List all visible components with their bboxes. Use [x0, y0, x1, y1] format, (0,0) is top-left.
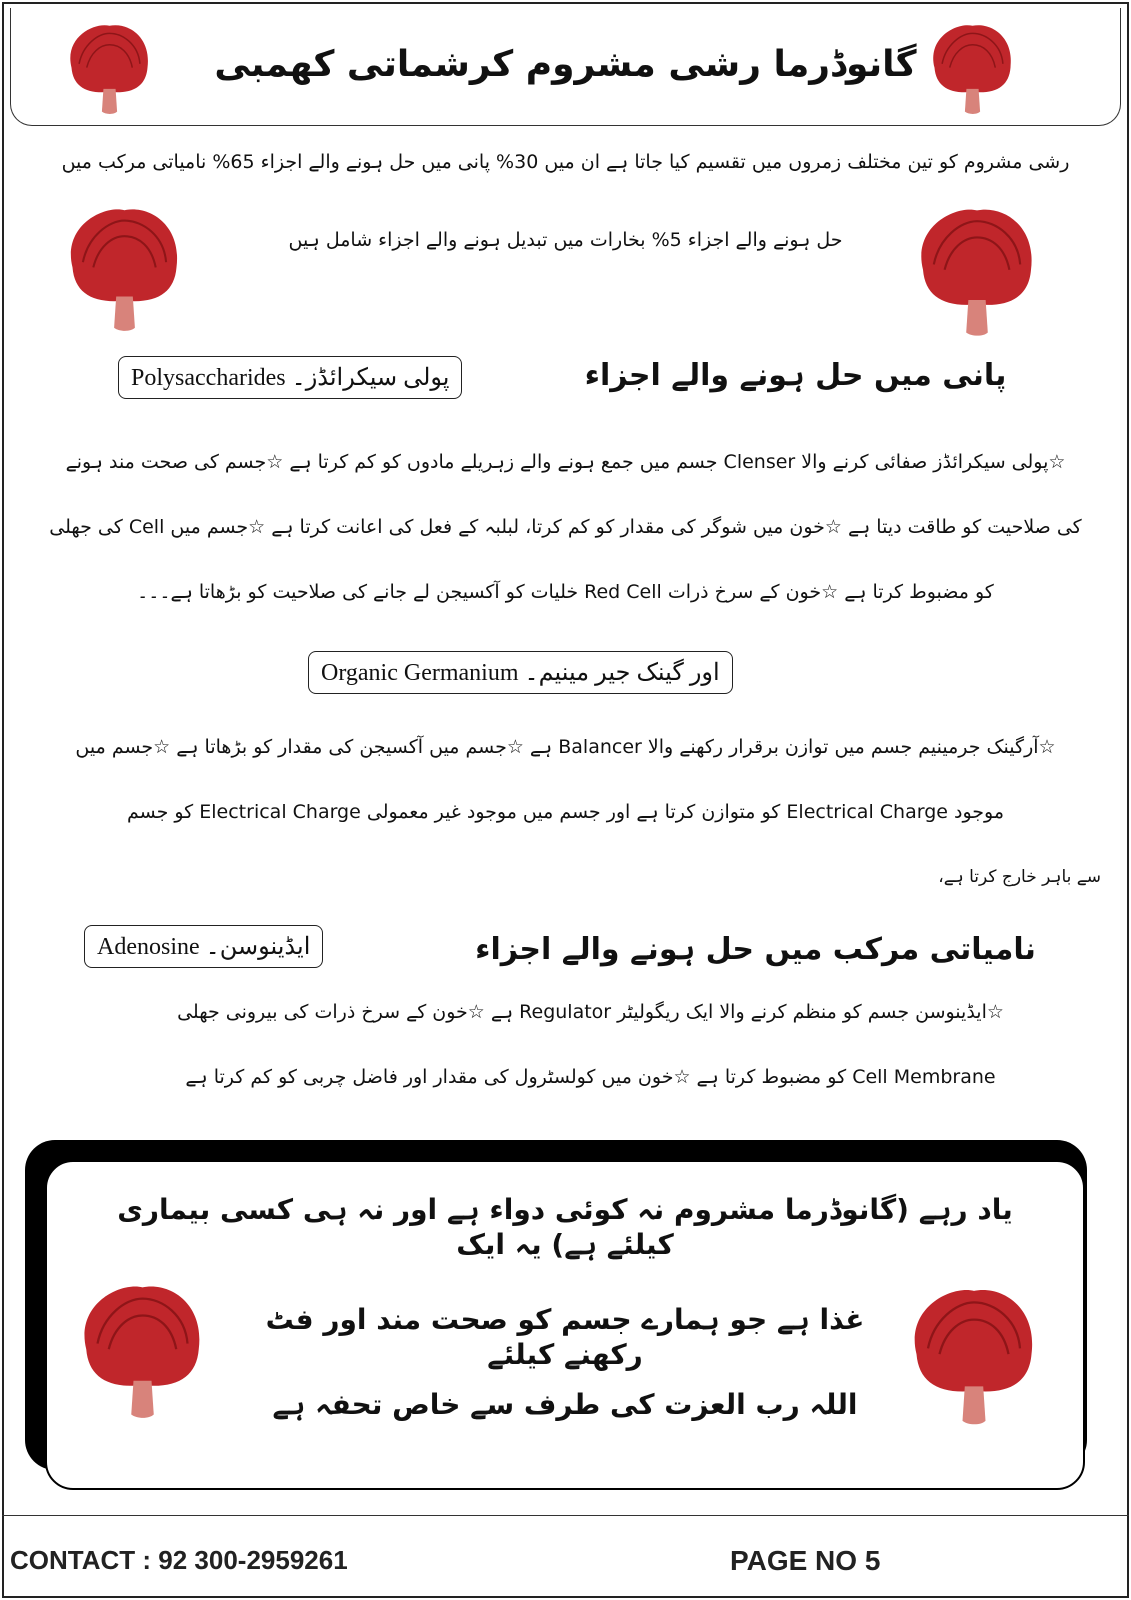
note-line: یاد رہے (گانوڈرما مشروم نہ کوئی دواء ہے اور نہ ہی کسی بیماری کیلئے ہے) یہ ایک	[117, 1193, 1013, 1261]
mushroom-image	[905, 1282, 1043, 1432]
mushroom-image	[912, 205, 1042, 340]
term-tag: اور گینک جیر مینیم۔ Organic Germanium	[308, 651, 733, 694]
page-title: گانوڈرما رشی مشروم کرشماتی کھمبی	[214, 44, 917, 85]
paragraph-line: ☆آرگینک جرمینیم جسم میں توازن برقرار رکھنے والا Balancer ہے ☆جسم میں آکسیجن کی مقدار کو بڑھاتا ہے ☆جسم میں	[75, 736, 1056, 758]
term-tag: ایڈینوسن۔ Adenosine	[84, 925, 323, 968]
term-tag: پولی سیکرائڈز۔ Polysaccharides	[118, 356, 462, 399]
contact-number: CONTACT : 92 300-2959261	[10, 1545, 348, 1575]
paragraph-line: کی صلاحیت کو طاقت دیتا ہے ☆خون میں شوگر کی مقدار کو کم کرتا، لبلبہ کے فعل کی اعانت کرتا ہے ☆جسم میں Cell کی جھلی	[49, 516, 1082, 538]
paragraph-line: موجود Electrical Charge کو متوازن کرتا ہے اور جسم میں موجود غیر معمولی Electrical Charge کو جسم	[126, 801, 1005, 823]
note-line: غذا ہے جو ہمارے جسم کو صحت مند اور فٹ رکھنے کیلئے	[265, 1303, 865, 1371]
mushroom-image	[925, 22, 1020, 117]
page-number: PAGE NO 5	[730, 1545, 881, 1576]
section-heading: پانی میں حل ہونے والے اجزاء	[584, 358, 1007, 393]
footer-divider	[2, 1515, 1129, 1516]
paragraph-line: Cell Membrane کو مضبوط کرتا ہے ☆خون میں کولسٹرول کی مقدار اور فاضل چربی کو کم کرتا ہے	[185, 1066, 996, 1088]
intro-line: حل ہونے والے اجزاء 5% بخارات میں تبدیل ہونے والے اجزاء شامل ہیں	[288, 229, 843, 251]
mushroom-image	[75, 1272, 210, 1432]
paragraph-line: ☆پولی سیکرائڈز صفائی کرنے والا Clenser جسم میں جمع ہونے والے زہریلے مادوں کو کم کرتا ہے ☆جسم کی صحت مند ہونے	[65, 451, 1066, 473]
paragraph-line: کو مضبوط کرتا ہے ☆خون کے سرخ ذرات Red Cell خلیات کو آکسیجن لے جانے کی صلاحیت کو بڑھاتا ہے۔۔۔	[137, 581, 994, 603]
note-line: اللہ رب العزت کی طرف سے خاص تحفہ ہے	[272, 1388, 858, 1421]
paragraph-line: سے باہر خارج کرتا ہے،	[938, 867, 1101, 887]
section-heading: نامیاتی مرکب میں حل ہونے والے اجزاء	[475, 932, 1036, 967]
intro-line: رشی مشروم کو تین مختلف زمروں میں تقسیم کیا جاتا ہے ان میں 30% پانی میں حل ہونے والے اجزاء 65% نامیاتی مرکب میں	[61, 151, 1070, 173]
mushroom-image	[62, 22, 157, 117]
paragraph-line: ☆ایڈینوسن جسم کو منظم کرنے والا ایک ریگولیٹر Regulator ہے ☆خون کے سرخ ذرات کی بیرونی جھلی	[177, 1001, 1004, 1023]
mushroom-image	[62, 205, 187, 335]
